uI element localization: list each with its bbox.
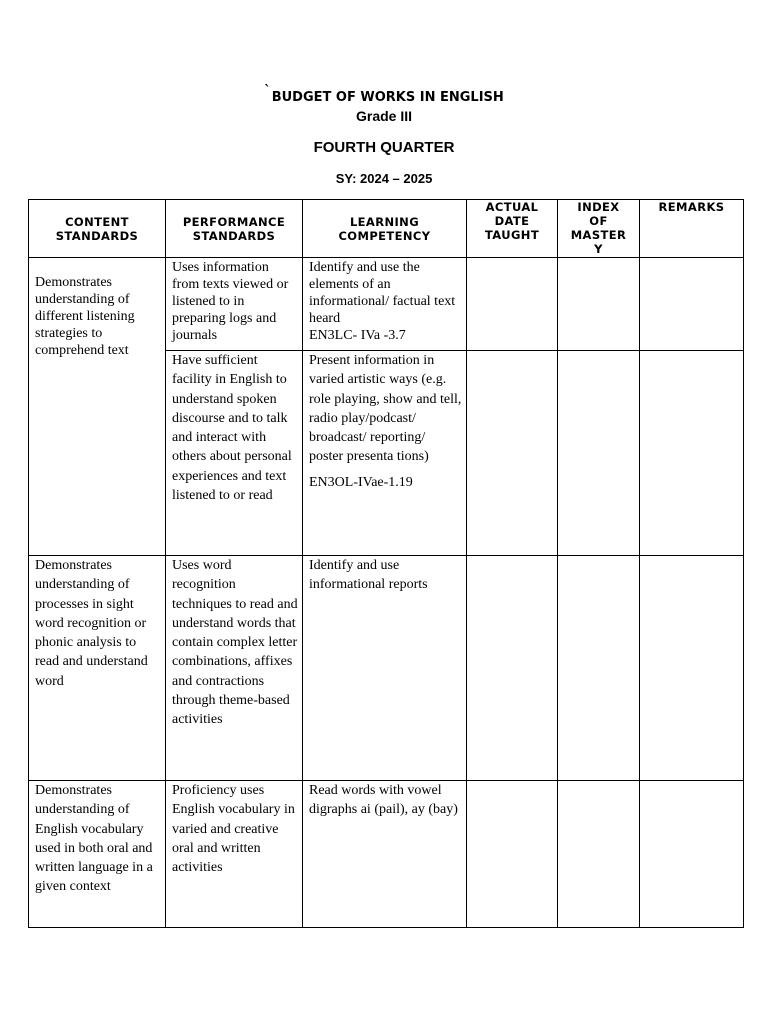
index-of-mastery-cell <box>558 556 640 781</box>
actual-date-cell <box>467 258 558 351</box>
document-title <box>0 84 768 105</box>
stray-tick-mark: ` <box>264 84 271 99</box>
performance-standard-cell: Uses information from texts viewed or listened to in preparing logs and journals <box>166 258 303 351</box>
performance-standard-cell: Uses word recognition techniques to read and understand words that contain complex letter combinations, affixes and contractions through theme-based activities <box>166 556 303 781</box>
content-standard-cell: Demonstrates understanding of English vocabulary used in both oral and written language in a given context <box>29 781 166 928</box>
learning-competency-cell: Identify and use the elements of an informational/ factual text heard EN3LC- IVa -3.7 <box>303 258 467 351</box>
content-standard-cell: Demonstrates understanding of processes in sight word recognition or phonic analysis to read and understand word <box>29 556 166 781</box>
grade-level: Grade III <box>355 108 413 124</box>
competency-code: EN3LC- IVa -3.7 <box>309 328 406 343</box>
school-year: SY: 2024 – 2025 <box>335 171 433 186</box>
actual-date-cell <box>467 556 558 781</box>
performance-standard-cell: Have sufficient facility in English to understand spoken discourse and to talk and interact with others about personal experiences and text listened to or read <box>166 351 303 556</box>
actual-date-cell <box>467 351 558 556</box>
learning-competency-cell: Read words with vowel digraphs ai (pail), ay (bay) <box>303 781 467 928</box>
learning-competency-cell: Present information in varied artistic ways (e.g. role playing, show and tell, radio play/podcast/ broadcast/ reporting/ poster presenta tions) EN3OL-IVae-1.19 <box>303 351 467 556</box>
performance-standard-cell: Proficiency uses English vocabulary in varied and creative oral and written activities <box>166 781 303 928</box>
remarks-cell <box>640 781 744 928</box>
competency-code: EN3OL-IVae-1.19 <box>309 474 413 490</box>
remarks-cell <box>640 556 744 781</box>
document-title-text: BUDGET OF WORKS IN ENGLISH <box>271 90 504 105</box>
content-standard-cell: Demonstrates understanding of different listening strategies to comprehend text <box>29 258 166 556</box>
header-performance-standards: PERFORMANCE STANDARDS <box>166 200 303 258</box>
index-of-mastery-cell <box>558 351 640 556</box>
remarks-cell <box>640 258 744 351</box>
table-header-row <box>29 200 744 258</box>
remarks-cell <box>640 351 744 556</box>
index-of-mastery-cell <box>558 258 640 351</box>
header-index-of-mastery: INDEX OF MASTER Y <box>558 200 640 258</box>
learning-competency-cell: Identify and use informational reports <box>303 556 467 781</box>
budget-table <box>28 199 744 928</box>
header-remarks: REMARKS <box>640 200 744 258</box>
table-row <box>29 556 744 781</box>
quarter-label: FOURTH QUARTER <box>313 139 455 156</box>
header-content-standards: CONTENT STANDARDS <box>29 200 166 258</box>
header-actual-date-taught: ACTUAL DATE TAUGHT <box>467 200 558 258</box>
table-row <box>29 781 744 928</box>
index-of-mastery-cell <box>558 781 640 928</box>
table-row <box>29 258 744 351</box>
header-learning-competency: LEARNING COMPETENCY <box>303 200 467 258</box>
actual-date-cell <box>467 781 558 928</box>
